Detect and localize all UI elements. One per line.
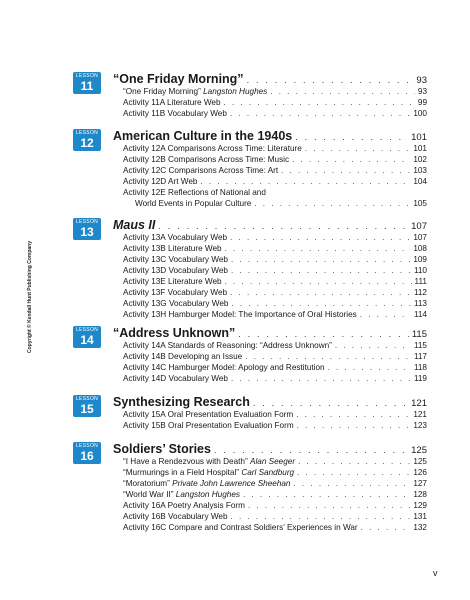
toc-entry[interactable] [123,522,427,533]
dot-leader [225,276,412,287]
entry-author: Private John Lawrence Sheehan [172,479,291,488]
dot-leader [231,373,411,384]
entry-title: Activity 15B Oral Presentation Evaluation Form [123,421,294,430]
entry-page-number: 118 [413,363,427,372]
dot-leader [296,409,410,420]
entry-title-continuation: World Events in Popular Culture [135,199,252,208]
lesson-badge [73,326,101,348]
lesson-page-number: 121 [411,398,427,409]
lesson-page-number: 107 [411,221,427,232]
dot-leader [231,254,410,265]
toc-entry[interactable] [123,340,427,351]
lesson-title: “Address Unknown” [113,326,236,340]
lesson-badge [73,395,101,417]
entry-title: Activity 11A Literature Web [123,98,221,107]
toc-entry[interactable] [123,351,427,362]
dot-leader [270,86,415,97]
dot-leader [248,500,410,511]
lesson-title: Synthesizing Research [113,395,250,409]
entry-page-number: 115 [413,341,427,350]
toc-entry[interactable] [123,254,427,265]
entry-page-number: 102 [413,155,427,164]
toc-entry[interactable] [123,232,427,243]
lesson-badge [73,218,101,240]
toc-entry[interactable] [123,511,427,522]
entry-title: Activity 12C Comparisons Across Time: Art [123,166,279,175]
entry-title[interactable]: Activity 12E Reflections of National and [123,188,266,197]
toc-entry[interactable] [123,243,427,254]
lesson-page-number: 125 [411,445,427,456]
entry-page-number: 129 [413,501,427,510]
toc-entry[interactable] [123,373,427,384]
lesson-title-row[interactable] [113,326,427,340]
toc-entry[interactable] [123,287,427,298]
entry-page-number: 114 [413,310,427,319]
entry-page-number: 110 [413,266,427,275]
entry-title: Activity 13A Vocabulary Web [123,233,228,242]
lesson-page-number: 93 [416,75,427,86]
entry-title: Activity 16A Poetry Analysis Form [123,501,245,510]
dot-leader [245,351,411,362]
dot-leader [281,165,410,176]
entry-page-number: 127 [413,479,427,488]
lesson-badge-number: 14 [80,333,94,347]
lesson-page-number: 101 [411,132,427,143]
dot-leader [295,132,408,142]
entry-page-number: 100 [413,109,427,118]
entry-page-number: 128 [413,490,427,499]
lesson-badge-number: 16 [80,449,94,463]
entry-page-number: 103 [413,166,427,175]
toc-entry[interactable] [123,143,427,154]
entry-title: Activity 16B Vocabulary Web [123,512,228,521]
toc-entry[interactable] [123,409,427,420]
entry-page-number: 123 [413,421,427,430]
dot-leader [231,265,411,276]
entry-title: “Moratorium” [123,479,170,488]
dot-leader [247,75,414,85]
entry-title: Activity 13D Vocabulary Web [123,266,228,275]
dot-leader [243,489,410,500]
entry-title: Activity 14A Standards of Reasoning: “Address Unknown” [123,341,332,350]
dot-leader [230,232,410,243]
toc-entry[interactable] [123,176,427,187]
lesson-title-row[interactable] [113,442,427,456]
toc-entry[interactable] [123,362,427,373]
entry-page-number: 117 [413,352,427,361]
lesson-badge [73,129,101,151]
lesson-badge-label: LESSON [75,327,99,333]
lesson-badge-number: 11 [80,79,94,93]
entry-title: “I Have a Rendezvous with Death” [123,457,248,466]
lesson-page-number: 115 [411,329,427,340]
toc-entry[interactable] [123,86,427,97]
entry-title: “Murmurings in a Field Hospital” [123,468,240,477]
entry-page-number: 131 [413,512,427,521]
lesson-title: American Culture in the 1940s [113,129,293,143]
toc-entry[interactable] [123,467,427,478]
lesson-badge-label: LESSON [75,443,99,449]
lesson-title-row[interactable] [113,395,427,409]
entry-page-number: 109 [413,255,427,264]
lesson-badge [73,72,101,94]
toc-entry[interactable] [123,478,427,489]
dot-leader [253,398,408,408]
dot-leader [231,511,411,522]
toc-entry[interactable] [123,165,427,176]
entry-title: Activity 14D Vocabulary Web [123,374,228,383]
lesson-title: “One Friday Morning” [113,72,244,86]
dot-leader [292,154,410,165]
toc-entry[interactable] [123,456,427,467]
entry-author: Carl Sandburg [241,468,295,477]
toc-entry[interactable] [123,298,427,309]
entry-title: Activity 13B Literature Web [123,244,222,253]
toc-entry[interactable] [135,198,427,209]
toc-entry[interactable] [123,420,427,431]
dot-leader [238,329,409,339]
lesson-badge-label: LESSON [75,130,99,136]
entry-page-number: 101 [413,144,427,153]
entry-title: “One Friday Morning” [123,87,201,96]
entry-page-number: 107 [413,233,427,242]
dot-leader [293,478,410,489]
dot-leader [297,467,410,478]
entry-title: Activity 12A Comparisons Across Time: Literature [123,144,302,153]
dot-leader [298,456,410,467]
entry-title: Activity 13H Hamburger Model: The Importance of Oral Histories [123,310,357,319]
dot-leader [158,221,408,231]
dot-leader [224,97,415,108]
lesson-badge [73,442,101,464]
entry-title: Activity 12D Art Web [123,177,198,186]
entry-page-number: 104 [413,177,427,186]
lesson-badge-number: 13 [80,225,94,239]
copyright-notice: Copyright © Kendall Hunt Publishing Company [27,240,33,353]
dot-leader [230,108,410,119]
toc-entry[interactable] [123,309,427,320]
entry-title: Activity 12B Comparisons Across Time: Music [123,155,290,164]
lesson-badge-label: LESSON [75,396,99,402]
lesson-badge-label: LESSON [75,219,99,225]
lesson-title-row[interactable] [113,72,427,86]
entry-title: “World War II” [123,490,174,499]
entry-title: Activity 14C Hamburger Model: Apology and Restitution [123,363,325,372]
entry-title: Activity 13C Vocabulary Web [123,255,228,264]
entry-author: Langston Hughes [203,87,268,96]
entry-page-number: 121 [413,410,427,419]
toc-entry[interactable] [123,97,427,108]
dot-leader [297,420,411,431]
toc-entry[interactable] [123,265,427,276]
entry-page-number: 125 [413,457,427,466]
dot-leader [328,362,411,373]
lesson-badge-number: 15 [80,402,94,416]
entry-page-number: 113 [413,299,427,308]
dot-leader [361,522,411,533]
entry-page-number: 108 [413,244,427,253]
dot-leader [200,176,410,187]
entry-author: Alan Seeger [249,457,296,466]
entry-title: Activity 13G Vocabulary Web [123,299,229,308]
dot-leader [231,298,411,309]
lesson-badge-label: LESSON [75,73,99,79]
dot-leader [230,287,411,298]
page-number: v [433,568,438,578]
entry-page-number: 126 [413,468,427,477]
dot-leader [214,445,408,455]
lesson-title-row[interactable] [113,218,427,232]
entry-page-number: 105 [413,199,427,208]
toc-entry[interactable] [123,108,427,119]
entry-title: Activity 11B Vocabulary Web [123,109,227,118]
entry-page-number: 132 [413,523,427,532]
entry-page-number: 112 [413,288,427,297]
entry-author: Langston Hughes [175,490,240,499]
lesson-title: Soldiers’ Stories [113,442,211,456]
toc-entry[interactable] [123,276,427,287]
dot-leader [305,143,411,154]
entry-title: Activity 14B Developing an Issue [123,352,243,361]
entry-title: Activity 16C Compare and Contrast Soldiers’ Experiences in War [123,523,358,532]
toc-entry[interactable] [123,489,427,500]
lesson-title-row[interactable] [113,129,427,143]
entry-page-number: 119 [413,374,427,383]
entry-title: Activity 13F Vocabulary Web [123,288,228,297]
toc-entry[interactable] [123,154,427,165]
dot-leader [225,243,411,254]
lesson-title: Maus II [113,218,156,232]
entry-title: Activity 13E Literature Web [123,277,222,286]
entry-page-number: 93 [417,87,427,96]
lesson-badge-number: 12 [80,136,94,150]
dot-leader [360,309,411,320]
dot-leader [254,198,410,209]
entry-title: Activity 15A Oral Presentation Evaluation Form [123,410,294,419]
entry-page-number: 99 [417,98,427,107]
entry-page-number: 111 [414,277,427,286]
dot-leader [335,340,411,351]
toc-entry[interactable] [123,500,427,511]
